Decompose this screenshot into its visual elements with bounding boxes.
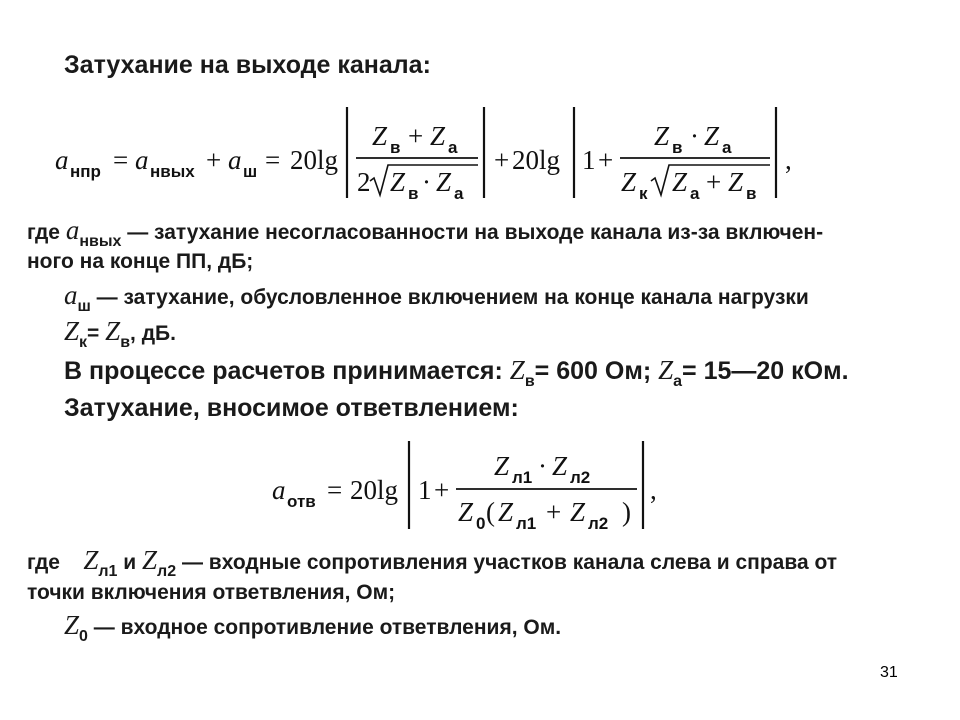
f1-eq: = <box>113 145 129 175</box>
calc-z2-sub: а <box>673 373 683 390</box>
f1-eq2: = <box>265 145 281 175</box>
where-4-line-1 <box>27 545 837 581</box>
f1-frac2-num-z1-sub: в <box>672 138 683 157</box>
where-1-line-1 <box>27 215 823 251</box>
f1-coef2: 20lg <box>512 145 561 175</box>
calc-val1: = 600 Ом; <box>534 357 659 385</box>
f2-num-z1-sub: л1 <box>512 468 533 487</box>
f2-den-rp: ) <box>622 497 631 527</box>
where-2-text: — затухание, обусловленное включением на конце канала нагрузки <box>90 286 809 309</box>
where-3-eq: = <box>87 322 100 345</box>
where-3-z1-sub: к <box>79 334 88 351</box>
calc-z2: Z <box>658 355 674 385</box>
where-1-a-sub: нвых <box>79 233 122 250</box>
where-5-z-sub: 0 <box>79 628 88 645</box>
f1-frac2-den-z0-sub: к <box>639 184 648 203</box>
where-1-where: где <box>27 221 60 244</box>
f1-frac1-den-op: · <box>422 167 431 197</box>
f1-term2-sub: ш <box>243 162 258 181</box>
f2-coef: 20lg <box>350 475 399 505</box>
f1-term1-sub: нвых <box>150 162 195 181</box>
where-2-line <box>64 280 809 316</box>
f1-frac1-num-z2-sub: а <box>448 138 458 157</box>
where-5-z: Z <box>64 610 80 640</box>
f1-frac1-den-z2-sub: а <box>454 184 464 203</box>
f1-frac2-den-z1: Z <box>672 167 688 197</box>
f1-frac2-den-z1-sub: а <box>690 184 700 203</box>
where-1-a-var: a <box>65 215 80 245</box>
where-4-z2: Z <box>142 545 158 575</box>
f1-term1-var: a <box>135 145 149 175</box>
f2-den-op: + <box>546 497 562 527</box>
f2-den-z0-sub: 0 <box>476 514 486 533</box>
f2-den-lp: ( <box>486 497 495 527</box>
f1-coef: 20lg <box>290 145 339 175</box>
calc-line <box>64 355 849 391</box>
f2-den-z0: Z <box>458 497 474 527</box>
f1-frac2-den-z2: Z <box>728 167 744 197</box>
where-5-text: — входное сопротивление ответвления, Ом. <box>87 616 562 639</box>
f1-frac1-num-z1-sub: в <box>390 138 401 157</box>
f1-frac2-den-op: + <box>706 167 722 197</box>
where-4-line1-text: — входные сопротивления участков канала слева и справа от <box>176 551 838 574</box>
f2-den-z1-sub: л1 <box>516 514 537 533</box>
f2-den-z2: Z <box>570 497 586 527</box>
where-4-z2-sub: л2 <box>157 563 177 580</box>
f2-den-z1: Z <box>498 497 514 527</box>
f1-frac1-num-z2: Z <box>430 121 446 151</box>
calc-val2: = 15—20 кОм. <box>682 357 849 385</box>
f2-num-op: · <box>538 451 547 481</box>
calc-prefix: В процессе расчетов принимается: <box>64 357 510 385</box>
f1-plus3: + <box>598 145 614 175</box>
where-3-line <box>64 316 176 352</box>
f2-num-z2: Z <box>552 451 568 481</box>
where-4-and: и <box>123 551 137 574</box>
where-2-a-sub: ш <box>77 298 91 315</box>
f1-one: 1 <box>582 145 596 175</box>
f2-eq: = <box>327 475 343 505</box>
f1-lhs-sub: нпр <box>70 162 101 181</box>
where-3-z2-sub: в <box>120 334 131 351</box>
f1-frac2-num-op: · <box>690 121 699 151</box>
where-4-where: где <box>27 551 60 574</box>
f2-one: 1 <box>418 475 432 505</box>
where-1-line-2: ного на конце ПП, дБ; <box>27 250 254 273</box>
f1-frac2-num-z1: Z <box>654 121 670 151</box>
where-3-text: , дБ. <box>130 322 176 345</box>
f2-trail: , <box>650 475 657 505</box>
f1-frac2-den-z0: Z <box>621 167 637 197</box>
where-4-z1-sub: л1 <box>98 563 118 580</box>
f1-frac2-num-z2-sub: а <box>722 138 732 157</box>
heading-branch-attenuation: Затухание, вносимое ответвлением: <box>64 394 519 422</box>
f1-lhs-var: a <box>55 145 69 175</box>
f1-frac1-den-coef: 2 <box>357 167 371 197</box>
f1-frac1-den-z2: Z <box>436 167 452 197</box>
f1-frac1-den-z1-sub: в <box>408 184 419 203</box>
f1-frac1-den-z1: Z <box>390 167 406 197</box>
f1-trail: , <box>785 145 792 175</box>
calc-z1: Z <box>509 355 525 385</box>
where-2-a-var: a <box>64 280 78 310</box>
f1-frac2-num-z2: Z <box>704 121 720 151</box>
where-4-line-2: точки включения ответвления, Ом; <box>27 581 396 604</box>
f2-num-z1: Z <box>494 451 510 481</box>
calc-z1-sub: в <box>524 373 535 390</box>
where-3-z1: Z <box>64 316 80 346</box>
formula-branch-attenuation <box>0 435 960 540</box>
f2-plus: + <box>434 475 450 505</box>
f2-lhs-var: a <box>272 475 286 505</box>
where-5-line <box>64 610 561 646</box>
where-1-line1-text: — затухание несогласованности на выходе канала из-за включен- <box>121 221 824 244</box>
f2-den-z2-sub: л2 <box>588 514 609 533</box>
f1-frac1-num-op: + <box>408 121 424 151</box>
heading-output-attenuation: Затухание на выходе канала: <box>64 51 431 79</box>
f1-frac1-num-z1: Z <box>372 121 388 151</box>
f2-lhs-sub: отв <box>287 492 316 511</box>
page-number: 31 <box>880 664 898 681</box>
f1-term2-var: a <box>228 145 242 175</box>
where-4-z1: Z <box>83 545 99 575</box>
f1-frac2-den-z2-sub: в <box>746 184 757 203</box>
f2-num-z2-sub: л2 <box>570 468 591 487</box>
formula-output-attenuation <box>0 95 960 210</box>
f1-plus: + <box>206 145 222 175</box>
f1-plus2: + <box>494 145 510 175</box>
where-3-z2: Z <box>105 316 121 346</box>
